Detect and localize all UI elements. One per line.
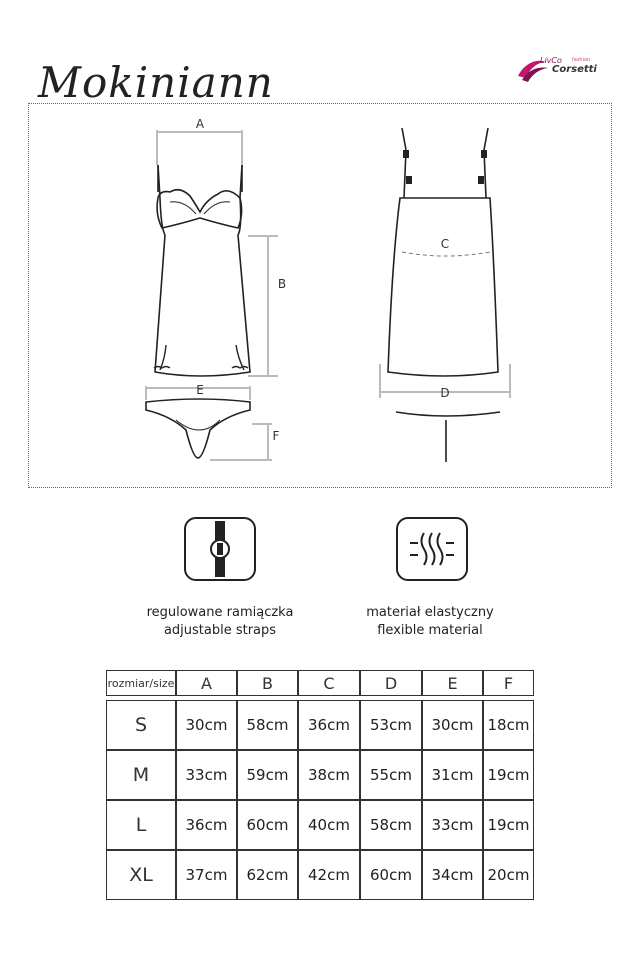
table-row (106, 700, 534, 750)
table-row (106, 850, 534, 900)
table-cell: 30cm (176, 700, 237, 750)
size-cell: M (106, 750, 176, 800)
feature-flexible-material-en: flexible material (377, 623, 483, 638)
table-row (106, 800, 534, 850)
dimension-b-label: B (277, 277, 287, 291)
table-cell: 59cm (237, 750, 298, 800)
brand-tag-text: fashion (572, 57, 591, 63)
size-cell: S (106, 700, 176, 750)
dimension-c-label: C (440, 237, 450, 251)
feature-adjustable-straps-pl: regulowane ramiączka (146, 605, 294, 620)
table-cell: 62cm (237, 850, 298, 900)
table-cell: 40cm (298, 800, 360, 850)
table-cell: 36cm (298, 700, 360, 750)
dimension-a-label: A (195, 117, 205, 131)
table-cell: 30cm (422, 700, 483, 750)
column-header: B (237, 670, 298, 696)
table-cell: 19cm (483, 750, 534, 800)
column-header: C (298, 670, 360, 696)
table-cell: 60cm (237, 800, 298, 850)
size-cell: L (106, 800, 176, 850)
table-cell: 60cm (360, 850, 422, 900)
column-header: E (422, 670, 483, 696)
table-cell: 58cm (360, 800, 422, 850)
dimension-f-label: F (272, 429, 280, 443)
brand-name-text: Corsetti (552, 64, 597, 75)
elastic-material-icon (396, 517, 468, 581)
size-table-corner-label: rozmiar/size (106, 670, 176, 696)
table-cell: 58cm (237, 700, 298, 750)
back-straps (402, 128, 488, 198)
table-row (106, 750, 534, 800)
product-title: Mokiniann (38, 58, 274, 107)
table-cell: 34cm (422, 850, 483, 900)
size-table-header (106, 670, 534, 696)
table-cell: 19cm (483, 800, 534, 850)
back-thong-outline (396, 412, 500, 416)
thong-outline (146, 399, 250, 458)
front-chemise-cups (157, 190, 242, 228)
table-cell: 55cm (360, 750, 422, 800)
table-cell: 42cm (298, 850, 360, 900)
size-table (106, 670, 534, 900)
dimension-e-label: E (196, 383, 204, 397)
adjustable-strap-icon (184, 517, 256, 581)
table-cell: 38cm (298, 750, 360, 800)
table-cell: 37cm (176, 850, 237, 900)
table-cell: 31cm (422, 750, 483, 800)
front-chemise-outline (155, 165, 250, 376)
table-cell: 18cm (483, 700, 534, 750)
table-cell: 20cm (483, 850, 534, 900)
column-header: A (176, 670, 237, 696)
back-chemise-outline (388, 198, 498, 376)
table-cell: 33cm (422, 800, 483, 850)
feature-flexible-material (340, 604, 520, 640)
column-header: D (360, 670, 422, 696)
stretch-waves-icon (398, 519, 466, 579)
table-cell: 36cm (176, 800, 237, 850)
dimension-d-label: D (440, 386, 450, 400)
feature-adjustable-straps (130, 604, 310, 640)
size-cell: XL (106, 850, 176, 900)
brand-small-text: LivCo (540, 56, 562, 65)
feature-flexible-material-pl: materiał elastyczny (366, 605, 494, 620)
column-header: F (483, 670, 534, 696)
strap-buckle-icon (186, 519, 254, 579)
table-cell: 33cm (176, 750, 237, 800)
feature-adjustable-straps-en: adjustable straps (163, 623, 277, 638)
table-cell: 53cm (360, 700, 422, 750)
front-lace-slit-right (232, 345, 248, 370)
